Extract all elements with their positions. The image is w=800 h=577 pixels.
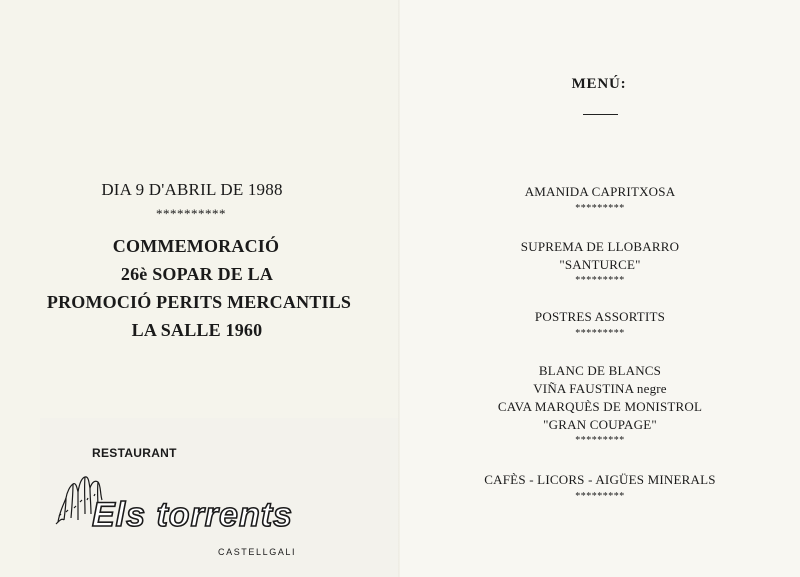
course-1-line-1: AMANIDA CAPRITXOSA (524, 184, 676, 199)
date-separator: ********** (156, 206, 226, 221)
restaurant-card (40, 418, 410, 577)
course-4-line-4: "GRAN COUPAGE" (543, 417, 657, 432)
restaurant-name-logo: Els torrents (92, 496, 293, 534)
restaurant-label: RESTAURANT (92, 446, 177, 460)
restaurant-town: CASTELLGALI (218, 547, 297, 557)
course-1-separator: ********* (575, 203, 625, 214)
course-4-line-3: CAVA MARQUÈS DE MONISTROL (497, 399, 703, 414)
course-3-line-1: POSTRES ASSORTITS (534, 309, 666, 324)
course-3-separator: ********* (575, 328, 625, 339)
course-2-line-1: SUPREMA DE LLOBARRO (520, 239, 680, 254)
menu-title-underline (583, 114, 618, 115)
course-4-line-1: BLANC DE BLANCS (538, 363, 662, 378)
commemoration-line-1: COMMEMORACIÓ (112, 236, 280, 256)
commemoration-line-3: PROMOCIÓ PERITS MERCANTILS (46, 292, 352, 312)
course-2-line-2: "SANTURCE" (559, 257, 641, 272)
menu-title: MENÚ: (571, 76, 627, 92)
course-4-line-2: VIÑA FAUSTINA negre (533, 381, 667, 396)
commemoration-line-4: LA SALLE 1960 (131, 320, 263, 340)
course-2-separator: ********* (575, 275, 625, 286)
course-5-separator: ********* (575, 491, 625, 502)
right-page (400, 0, 800, 577)
commemoration-line-2: 26è SOPAR DE LA (120, 264, 274, 284)
course-4-separator: ********* (575, 435, 625, 446)
course-5-line-1: CAFÈS - LICORS - AIGÜES MINERALS (484, 472, 716, 487)
dinner-date: DIA 9 D'ABRIL DE 1988 (101, 180, 283, 199)
